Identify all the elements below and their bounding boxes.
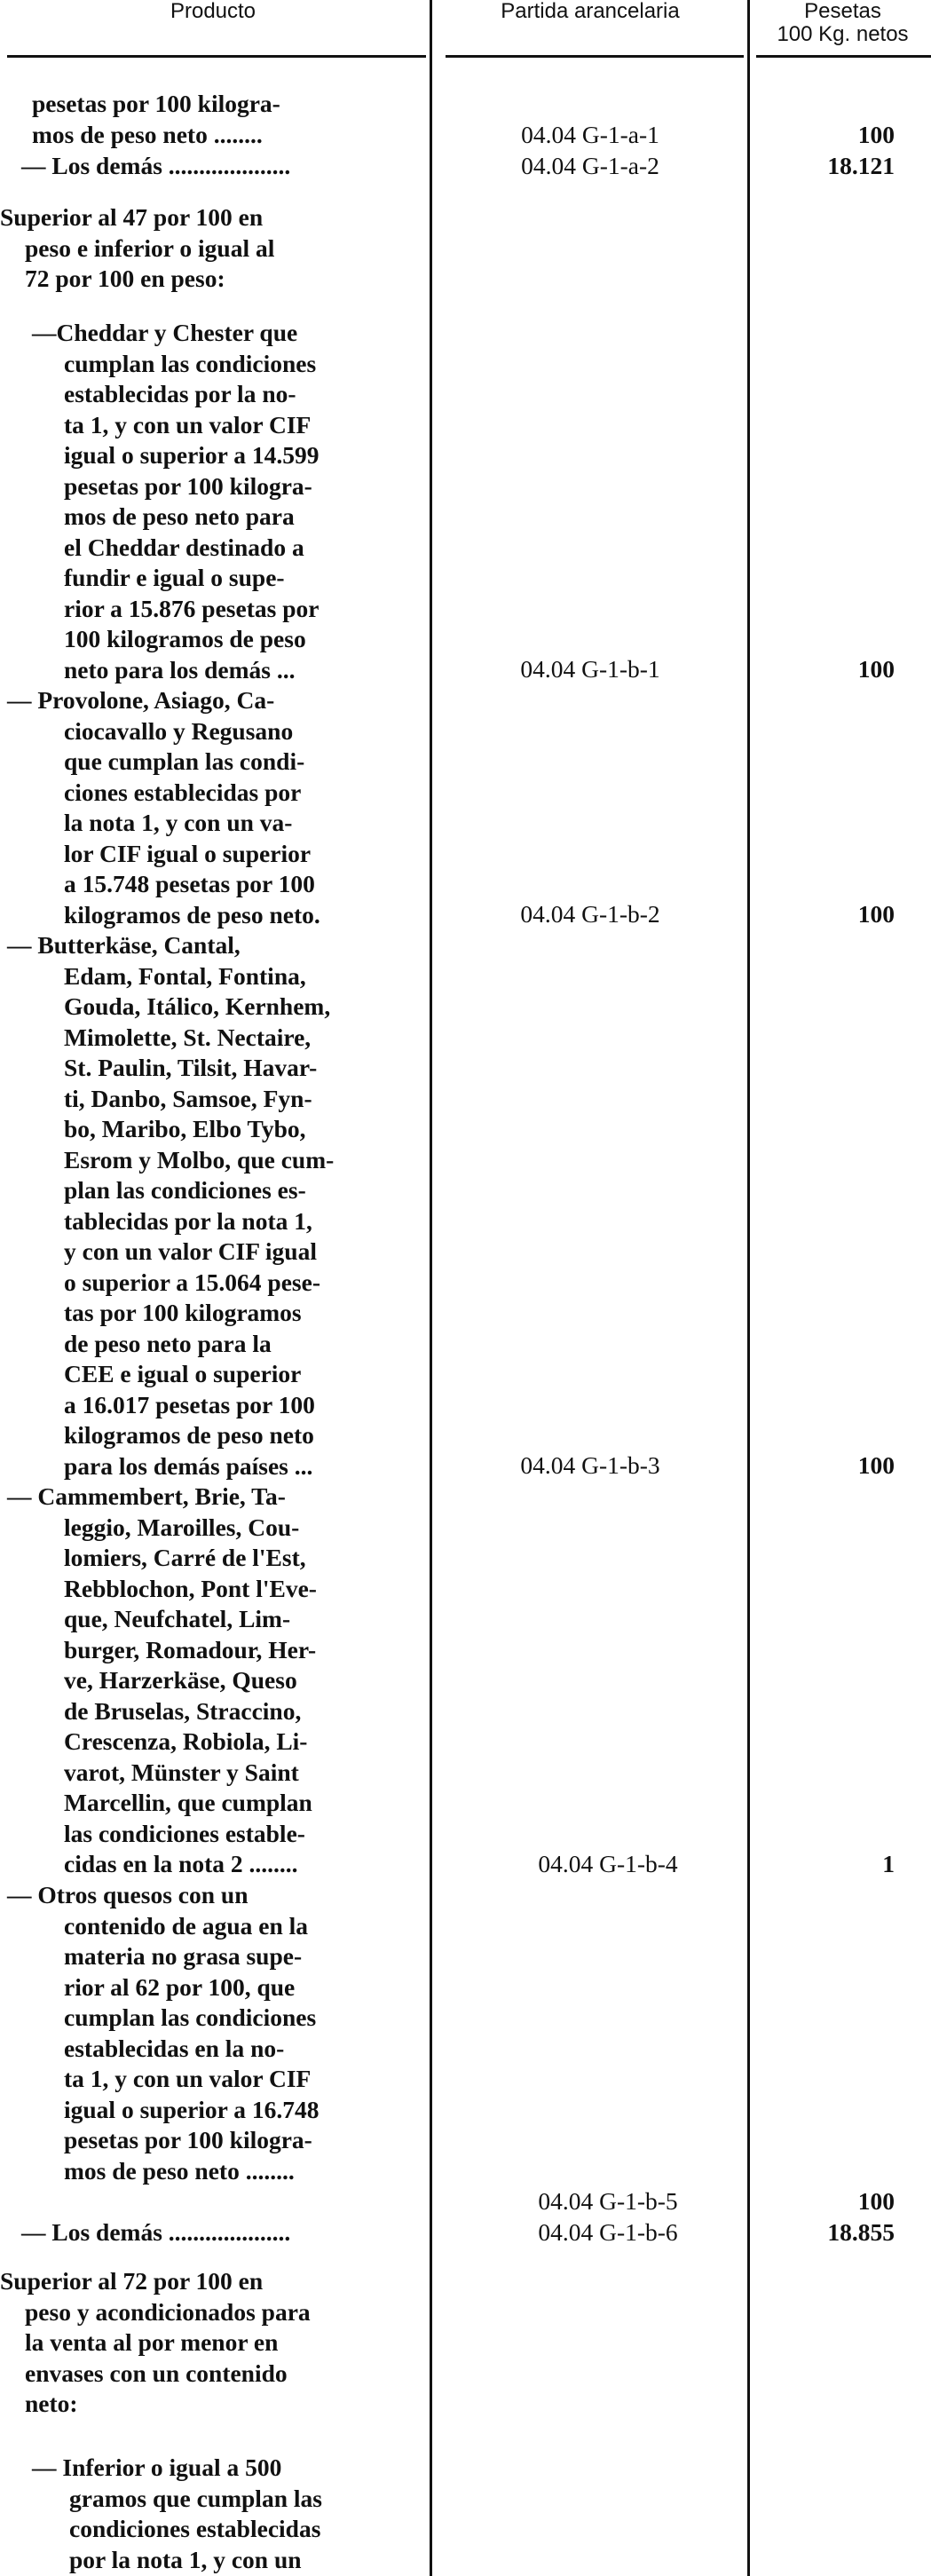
product-text-line: Crescenza, Robiola, Li- [64,1727,308,1755]
product-text-line: Rebblochon, Pont l'Eve- [64,1574,317,1602]
product-text-line: y con un valor CIF igual [64,1237,317,1265]
partida-code: 04.04 G-1-a-2 [521,152,659,179]
product-text-line: mos de peso neto ........ [64,2156,295,2185]
product-text-line: condiciones establecidas [69,2515,321,2542]
product-text-line: contenido de agua en la [64,1911,309,1940]
product-text-line: para los demás países ... [64,1451,313,1480]
product-text-line: a 15.748 pesetas por 100 [64,870,315,897]
price-value: 18.855 [827,2218,895,2246]
product-text-line: materia no grasa supe- [64,1942,303,1970]
product-text-line: lor CIF igual o superior [64,839,312,867]
product-text-line: — Otros quesos con un [7,1881,249,1908]
product-text-line: pesetas por 100 kilogra- [64,471,312,500]
product-text-line: — Cammembert, Brie, Ta- [7,1482,286,1510]
header-pesetas-line1: Pesetas [804,0,881,23]
product-text-line: peso e inferior o igual al [25,233,275,262]
product-text-line: tablecidas por la nota 1, [64,1206,312,1235]
product-text-line: lomiers, Carré de l'Est, [64,1544,306,1571]
product-entry [7,685,426,930]
header-partida-arancelaria: Partida arancelaria [501,0,680,23]
product-text-line: — Inferior o igual a 500 [32,2454,282,2481]
product-text-line: envases con un contenido [25,2359,288,2387]
price-value: 100 [857,2187,895,2215]
product-text-line: neto: [25,2390,78,2417]
product-text-line: el Cheddar destinado a [64,533,304,561]
product-entry [32,89,426,150]
price-value: 100 [857,1451,895,1479]
product-text-line: fundir e igual o supe- [64,564,285,591]
header-producto: Producto [170,0,256,23]
product-text-line: leggio, Maroilles, Cou- [64,1513,300,1541]
product-text-line: cumplan las condiciones [64,2003,317,2031]
price-value: 100 [857,655,895,683]
product-entry [21,2217,426,2248]
product-entry [32,2453,426,2575]
product-text-line: rior a 15.876 pesetas por [64,594,320,622]
product-text-line: —Cheddar y Chester que [32,319,298,346]
product-text-line: o superior a 15.064 pese- [64,1268,320,1296]
product-text-line: — Los demás .................... [21,152,291,179]
product-text-line: Marcellin, que cumplan [64,1789,312,1816]
partida-code: 04.04 G-1-a-1 [521,121,659,148]
partida-code: 04.04 G-1-b-6 [538,2218,678,2246]
product-text-line: rior al 62 por 100, que [64,1972,296,2001]
header-rule-pesetas [756,55,931,58]
product-text-line: varot, Münster y Saint [64,1758,299,1786]
product-text-line: establecidas por la no- [64,380,296,407]
product-entry [32,318,426,685]
product-text-line: la nota 1, y con un va- [64,809,293,836]
product-text-line: burger, Romadour, Her- [64,1635,317,1663]
product-text-line: Superior al 72 por 100 en [0,2267,264,2295]
partida-code: 04.04 G-1-b-4 [538,1850,678,1877]
product-text-line: ti, Danbo, Samsoe, Fyn- [64,1084,312,1112]
product-text-line: mos de peso neto ........ [32,120,263,148]
product-text-line: — Provolone, Asiago, Ca- [7,686,275,714]
product-text-line: ta 1, y con un valor CIF [64,2065,312,2092]
partida-code: 04.04 G-1-b-1 [520,655,660,683]
product-text-line: pesetas por 100 kilogra- [64,2126,312,2153]
product-text-line: ciones establecidas por [64,778,302,806]
product-text-line: de peso neto para la [64,1329,272,1357]
product-text-line: 72 por 100 en peso: [25,265,225,292]
product-text-line: pesetas por 100 kilogra- [32,90,280,117]
header-rule-producto [7,55,426,58]
product-text-line: igual o superior a 14.599 [64,441,320,469]
product-text-line: peso y acondicionados para [25,2297,311,2326]
product-text-line: la venta al por menor en [25,2328,279,2356]
product-text-line: cidas en la nota 2 ........ [64,1850,298,1877]
product-text-line: Esrom y Molbo, que cum- [64,1145,335,1173]
product-text-line: a 16.017 pesetas por 100 [64,1390,315,1418]
product-text-line: las condiciones estable- [64,1819,305,1847]
product-text-line: ciocavallo y Regusano [64,716,294,745]
product-entry [7,930,426,1482]
product-entry [7,1880,426,2186]
product-text-line: kilogramos de peso neto [64,1421,314,1449]
product-text-line: St. Paulin, Tilsit, Havar- [64,1054,318,1081]
header-pesetas-line2: 100 Kg. netos [777,22,909,46]
product-text-line: igual o superior a 16.748 [64,2095,320,2123]
product-text-line: 100 kilogramos de peso [64,625,306,652]
product-text-line: de Bruselas, Straccino, [64,1696,302,1725]
product-text-line: ta 1, y con un valor CIF [64,410,312,439]
product-text-line: Superior al 47 por 100 en [0,203,264,231]
product-text-line: cumplan las condiciones [64,349,317,377]
product-entry [21,151,426,182]
product-text-line: Edam, Fontal, Fontina, [64,961,306,990]
product-text-line: por la nota 1, y con un [69,2545,302,2573]
partida-code: 04.04 G-1-b-3 [520,1451,660,1479]
partida-code: 04.04 G-1-b-5 [538,2187,678,2215]
product-text-line: — Butterkäse, Cantal, [7,931,241,959]
product-text-line: que, Neufchatel, Lim- [64,1605,291,1632]
product-text-line: neto para los demás ... [64,655,296,684]
section-heading [0,2266,426,2420]
header-pesetas [754,0,931,46]
product-text-line: Mimolette, St. Nectaire, [64,1023,312,1051]
product-text-line: mos de peso neto para [64,502,295,530]
price-value: 1 [882,1850,895,1877]
price-value: 100 [857,121,895,148]
product-text-line: kilogramos de peso neto. [64,900,320,928]
partida-code: 04.04 G-1-b-2 [520,900,660,928]
product-text-line: que cumplan las condi- [64,747,305,775]
product-text-line: — Los demás .................... [21,2218,291,2246]
column-divider-left [430,0,432,2576]
product-text-line: establecidas en la no- [64,2034,285,2062]
product-text-line: Gouda, Itálico, Kernhem, [64,992,331,1020]
section-heading [0,202,426,295]
price-value: 18.121 [827,152,895,179]
product-text-line: bo, Maribo, Elbo Tybo, [64,1115,306,1142]
product-text-line: tas por 100 kilogramos [64,1299,302,1326]
price-value: 100 [857,900,895,928]
product-text-line: ve, Harzerkäse, Queso [64,1666,297,1694]
product-entry [7,1482,426,1880]
product-text-line: CEE e igual o superior [64,1360,302,1387]
product-text-line: gramos que cumplan las [69,2484,322,2512]
product-text-line: plan las condiciones es- [64,1176,306,1204]
header-rule-partida [446,55,744,58]
